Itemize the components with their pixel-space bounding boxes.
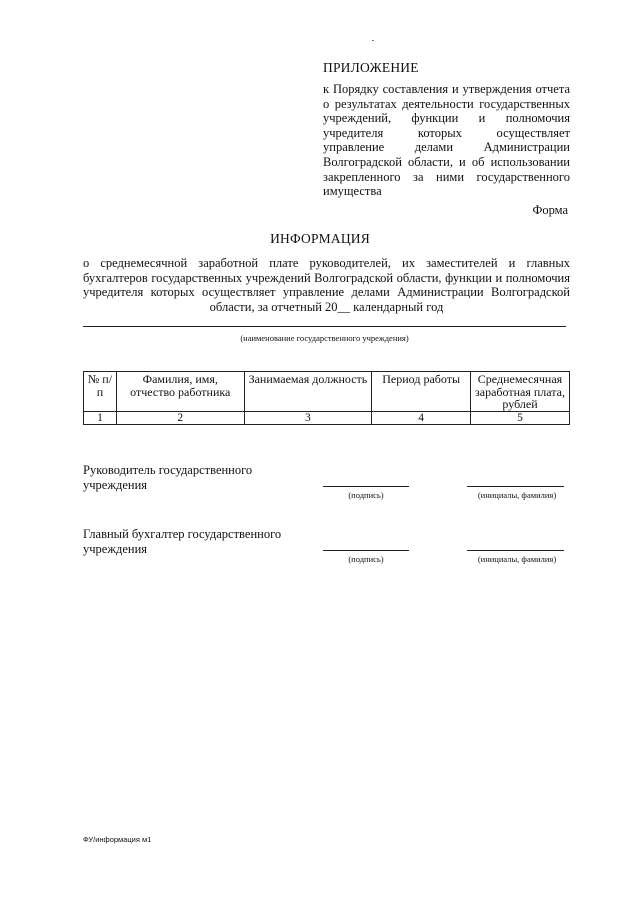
- column-number-1: 1: [84, 411, 117, 425]
- column-number-3: 3: [244, 411, 372, 425]
- column-number-2: 2: [116, 411, 244, 425]
- table-header-row: [84, 372, 570, 412]
- column-number-4: 4: [372, 411, 471, 425]
- appendix-body: к Порядку составления и утверждения отчета о результатах деятельности государственных учреждений, функции и полномочия учредителя которых осуществляет управление делами Администрации Волгоградской области, и об использовании закрепленного за ними государственного имущества: [323, 82, 570, 199]
- header-number: № п/п: [84, 372, 117, 412]
- footer-document-code: ФУ/информация м1: [83, 835, 152, 844]
- head-signature-title: Руководитель государственного учреждения: [83, 463, 253, 492]
- form-label: Форма: [532, 203, 568, 217]
- head-signature-line: [323, 486, 409, 487]
- accountant-signature-line: [323, 550, 409, 551]
- document-subtitle: о среднемесячной заработной плате руководителей, их заместителей и главных бухгалтеров государственных учреждений Волгоградской области, функции и полномочия учредителя которых осуществляет управление делами Администрации Волгоградской области, за отчетный 20__ календарный год: [83, 256, 570, 314]
- header-avg-salary: Среднемесячная заработная плата, рублей: [471, 372, 570, 412]
- head-name-line: [467, 486, 564, 487]
- head-name-caption: (инициалы, фамилия): [477, 490, 557, 500]
- institution-name-caption: (наименование государственного учреждения): [240, 333, 409, 343]
- salary-table: [83, 371, 570, 425]
- column-number-5: 5: [471, 411, 570, 425]
- accountant-signature-title: Главный бухгалтер государственного учреждения: [83, 527, 282, 556]
- header-work-period: Период работы: [372, 372, 471, 412]
- header-full-name: Фамилия, имя, отчество работника: [116, 372, 244, 412]
- institution-name-line: [83, 326, 566, 327]
- table-numbering-row: [84, 411, 570, 425]
- header-position: Занимаемая должность: [244, 372, 372, 412]
- accountant-signature-caption: (подпись): [348, 554, 384, 564]
- head-signature-caption: (подпись): [348, 490, 384, 500]
- document-title: ИНФОРМАЦИЯ: [270, 231, 370, 246]
- appendix-title: ПРИЛОЖЕНИЕ: [323, 60, 419, 75]
- scan-speck: [372, 40, 374, 41]
- accountant-name-line: [467, 550, 564, 551]
- accountant-name-caption: (инициалы, фамилия): [477, 554, 557, 564]
